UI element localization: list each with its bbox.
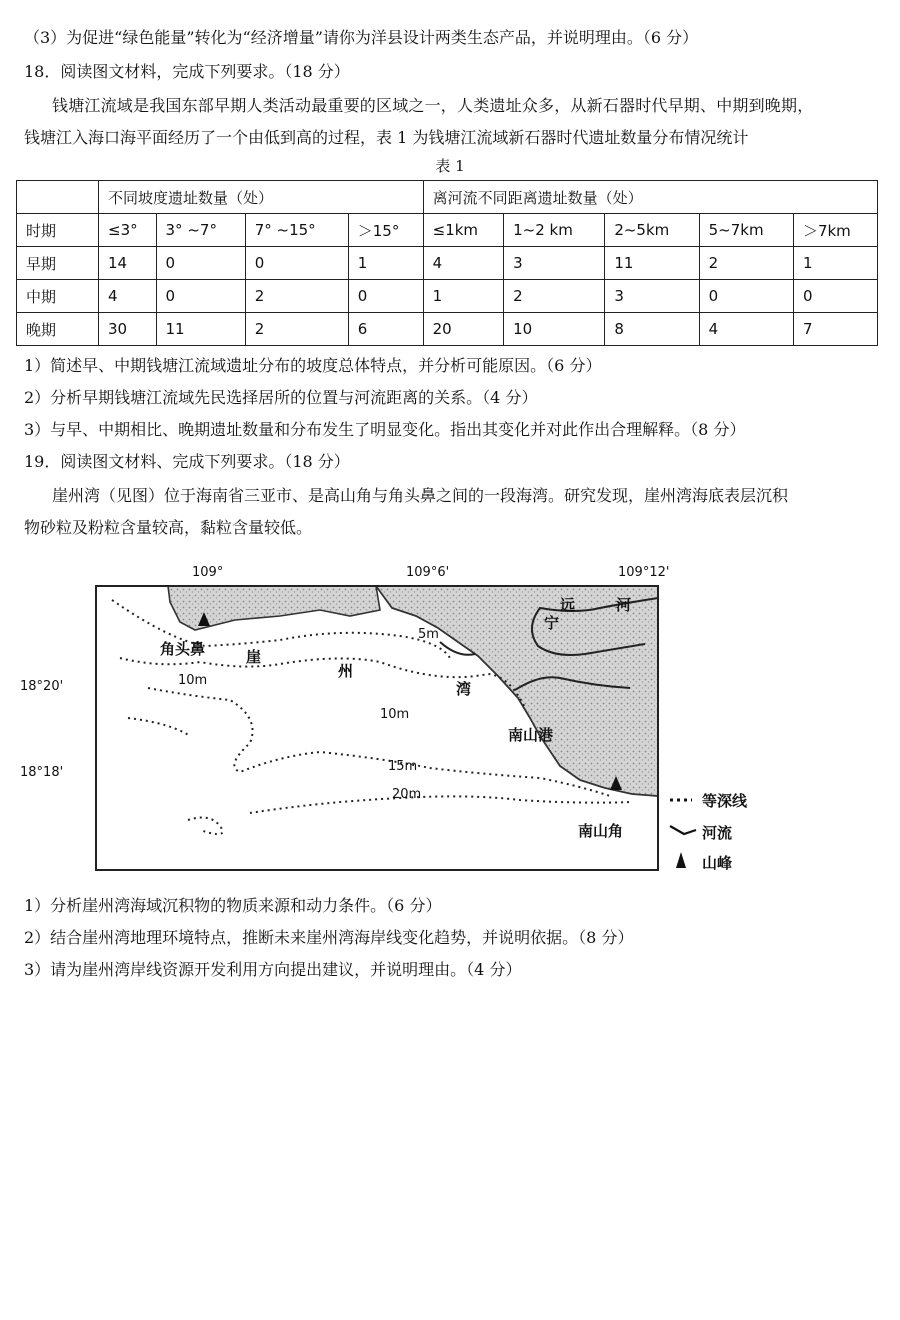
table-cell: 4 (699, 313, 793, 346)
group-header-distance: 离河流不同距离遗址数量（处） (423, 181, 877, 214)
longitude-label: 109°6' (406, 565, 450, 580)
depth-label: 10m (380, 707, 410, 722)
q19-header: 19．阅读图文材料、完成下列要求。（18 分） (24, 452, 350, 471)
table-cell: 2 (245, 280, 348, 313)
longitude-label: 109° (192, 565, 224, 580)
depth-label: 15m (388, 759, 418, 774)
legend-label: 河流 (702, 824, 733, 842)
column-header: 时期 (17, 214, 99, 247)
place-label: 州 (338, 662, 354, 680)
table-corner-cell (17, 181, 99, 214)
column-header: 5~7km (699, 214, 793, 247)
table-cell: 3 (605, 280, 699, 313)
table-cell: 10 (504, 313, 605, 346)
group-header-slope: 不同坡度遗址数量（处） (99, 181, 424, 214)
q18-question-3: 3）与早、中期相比、晚期遗址数量和分布发生了明显变化。指出其变化并对此作出合理解释。（8 分） (24, 420, 746, 439)
table-cell: 11 (156, 313, 245, 346)
q18-paragraph-line1: 钱塘江流域是我国东部早期人类活动最重要的区域之一，人类遗址众多，从新石器时代早期、中期到晚期， (52, 96, 814, 115)
table-cell: 30 (99, 313, 157, 346)
column-header: 2~5km (605, 214, 699, 247)
table-cell: 0 (156, 280, 245, 313)
place-label: 河 (616, 596, 632, 614)
latitude-label: 18°18' (20, 765, 64, 780)
table-cell: 4 (423, 247, 503, 280)
table-row (17, 247, 878, 280)
table-cell: 7 (793, 313, 877, 346)
river-legend-icon (670, 826, 696, 834)
table-row (17, 280, 878, 313)
q19-paragraph-line1: 崖州湾（见图）位于海南省三亚市、是高山角与角头鼻之间的一段海湾。研究发现，崖州湾海底表层沉积 (52, 486, 789, 505)
place-label: 宁 (544, 614, 560, 632)
table-cell: 晚期 (17, 313, 99, 346)
q18-paragraph-line2: 钱塘江入海口海平面经历了一个由低到高的过程，表 1 为钱塘江流域新石器时代遗址数量分布情况统计 (24, 128, 749, 147)
peak-legend-icon (676, 852, 686, 868)
q19-question-1: 1）分析崖州湾海域沉积物的物质来源和动力条件。（6 分） (24, 896, 442, 915)
table-cell: 0 (156, 247, 245, 280)
place-label: 角头鼻 (160, 640, 206, 658)
latitude-label: 18°20' (20, 679, 64, 694)
column-header: ≤1km (423, 214, 503, 247)
table-cell: 2 (245, 313, 348, 346)
q18-question-2: 2）分析早期钱塘江流域先民选择居所的位置与河流距离的关系。（4 分） (24, 388, 538, 407)
column-header: 3° ~7° (156, 214, 245, 247)
q18-question-1: 1）简述早、中期钱塘江流域遗址分布的坡度总体特点，并分析可能原因。（6 分） (24, 356, 602, 375)
depth-label: 20m (392, 787, 422, 802)
table-cell: 14 (99, 247, 157, 280)
place-label: 远 (560, 596, 576, 614)
table-cell: 1 (793, 247, 877, 280)
table-cell: 0 (699, 280, 793, 313)
column-header: ≤3° (99, 214, 157, 247)
legend-label: 山峰 (702, 854, 733, 872)
table-cell: 0 (245, 247, 348, 280)
place-label: 崖 (246, 648, 262, 666)
table-cell: 3 (504, 247, 605, 280)
table-cell: 11 (605, 247, 699, 280)
table-cell: 8 (605, 313, 699, 346)
table-cell: 0 (348, 280, 423, 313)
place-label: 南山角 (578, 822, 624, 840)
depth-label: 5m (418, 627, 439, 642)
column-header: 7° ~15° (245, 214, 348, 247)
table-row (17, 313, 878, 346)
table-group-header-row (17, 181, 878, 214)
legend-label: 等深线 (702, 792, 748, 810)
table-cell: 中期 (17, 280, 99, 313)
depth-label: 10m (178, 673, 208, 688)
map-legend (670, 792, 748, 872)
column-header: ＞15° (348, 214, 423, 247)
q18-header: 18．阅读图文材料，完成下列要求。（18 分） (24, 62, 350, 81)
table-cell: 早期 (17, 247, 99, 280)
table-cell: 1 (348, 247, 423, 280)
table-caption: 表 1 (435, 157, 465, 175)
column-header: ＞7km (793, 214, 877, 247)
longitude-label: 109°12' (618, 565, 670, 580)
table-cell: 20 (423, 313, 503, 346)
site-distribution-table (16, 180, 878, 346)
table-cell: 2 (504, 280, 605, 313)
table-cell: 4 (99, 280, 157, 313)
table-column-header-row (17, 214, 878, 247)
q19-question-2: 2）结合崖州湾地理环境特点，推断未来崖州湾海岸线变化趋势，并说明依据。（8 分） (24, 928, 634, 947)
q19-paragraph-line2: 物砂粒及粉粒含量较高，黏粒含量较低。 (24, 518, 313, 537)
q17-part3: （3）为促进“绿色能量”转化为“经济增量”请你为洋县设计两类生态产品，并说明理由。（6 分） (24, 28, 699, 47)
q19-question-3: 3）请为崖州湾岸线资源开发利用方向提出建议，并说明理由。（4 分） (24, 960, 522, 979)
table-cell: 1 (423, 280, 503, 313)
table-cell: 0 (793, 280, 877, 313)
table-cell: 6 (348, 313, 423, 346)
table-cell: 2 (699, 247, 793, 280)
column-header: 1~2 km (504, 214, 605, 247)
place-label: 湾 (456, 680, 472, 698)
place-label: 南山港 (508, 726, 554, 744)
yazhou-bay-map (20, 558, 760, 878)
